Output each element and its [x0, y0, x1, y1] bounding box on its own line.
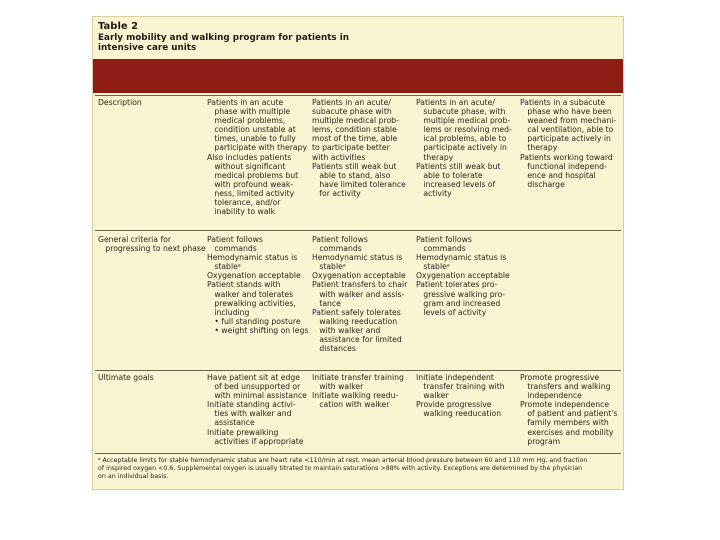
cell-line: have limited tolerance: [312, 179, 406, 189]
cell-line: gram and increased: [416, 298, 501, 308]
row-label-criteria: [98, 235, 206, 253]
cell-line: therapy: [416, 152, 454, 162]
table-cell: [520, 98, 620, 189]
cell-line: weaned from mechani-: [520, 116, 617, 126]
table-cell: [312, 373, 412, 409]
cell-line: commands: [207, 244, 257, 254]
cell-line: phase who have been: [520, 107, 612, 117]
cell-line: progressing to next phase: [98, 244, 206, 254]
footnote-line: ᵃ Acceptable limits for stable hemodynamic status are heart rate <110/min at rest, mean arterial blood pressure between 60 and 110 mm Hg, and fraction: [98, 457, 588, 464]
cell-line: • weight shifting on legs: [207, 325, 309, 335]
cell-line: subacute phase, with: [416, 107, 506, 117]
table-cell: [207, 235, 307, 335]
cell-line: walker: [416, 391, 449, 401]
cell-line: Patient stands with: [207, 280, 281, 290]
cell-line: condition unstable at: [207, 125, 296, 135]
cell-line: participate actively in: [520, 134, 611, 144]
cell-line: prewalking activities,: [207, 298, 296, 308]
cell-line: Patients in an acute: [207, 98, 284, 107]
cell-line: Promote independence: [520, 400, 610, 410]
cell-line: activities if appropriate: [207, 436, 304, 446]
cell-line: inability to walk: [207, 207, 276, 217]
cell-line: most of the time, able: [312, 134, 398, 144]
cell-line: Hemodynamic status is: [312, 253, 403, 263]
cell-line: cal ventilation, able to: [520, 125, 614, 135]
cell-line: lems, condition stable: [312, 125, 397, 135]
cell-line: stableᵃ: [416, 262, 450, 272]
cell-line: of bed unsupported or: [207, 382, 301, 392]
cell-line: Patient transfers to chair: [312, 280, 408, 290]
cell-line: transfer training with: [416, 382, 505, 392]
table-cell: [312, 235, 412, 353]
cell-line: without significant: [207, 161, 286, 171]
cell-line: Ultimate goals: [98, 373, 154, 382]
cell-line: Patient follows: [312, 235, 368, 244]
cell-line: with profound weak-: [207, 179, 294, 189]
cell-line: Hemodynamic status is: [207, 253, 298, 263]
cell-line: tolerance, and/or: [207, 198, 281, 208]
cell-line: Oxygenation acceptable: [207, 271, 301, 281]
cell-line: phase with multiple: [207, 107, 291, 117]
cell-line: • full standing posture: [207, 316, 301, 326]
cell-line: with walker and assis-: [312, 289, 405, 299]
cell-line: independence: [520, 391, 582, 401]
cell-line: lems or resolving med-: [416, 125, 512, 135]
cell-line: Patient tolerates pro-: [416, 280, 498, 290]
cell-line: cation with walker: [312, 400, 390, 410]
cell-line: walking reeducation: [416, 409, 502, 419]
cell-line: Oxygenation acceptable: [312, 271, 406, 281]
cell-line: Patients still weak but: [312, 161, 397, 171]
cell-line: to participate better: [312, 143, 390, 153]
table-cell: [416, 373, 516, 418]
cell-line: able to stand, also: [312, 170, 391, 180]
cell-line: Initiate independent: [416, 373, 494, 382]
cell-line: Initiate standing activi-: [207, 400, 296, 410]
cell-line: walker and tolerates: [207, 289, 294, 299]
cell-line: Provide progressive: [416, 400, 492, 410]
cell-line: assistance: [207, 418, 255, 428]
cell-line: transfers and walking: [520, 382, 611, 392]
footnote-line: of inspired oxygen <0.6. Supplemental oxygen is usually titrated to maintain saturations >88% with activity. Exceptions are determined by the physician: [98, 465, 583, 473]
cell-line: multiple medical prob-: [312, 116, 399, 126]
cell-line: Patient follows: [416, 235, 472, 244]
cell-line: Also includes patients: [207, 152, 292, 162]
cell-line: Have patient sit at edge: [207, 373, 301, 382]
cell-line: distances: [312, 344, 356, 354]
cell-line: Initiate transfer training: [312, 373, 404, 382]
row-divider: [95, 453, 621, 454]
cell-line: ness, limited activity: [207, 188, 295, 198]
row-label-description: [98, 98, 206, 107]
cell-line: exercises and mobility: [520, 427, 614, 437]
table-cell: [520, 373, 620, 446]
table-cell: [312, 98, 412, 198]
cell-line: subacute phase with: [312, 107, 392, 117]
row-divider: [95, 95, 621, 96]
cell-line: Initiate prewalking: [207, 427, 279, 437]
cell-line: ence and hospital: [520, 170, 596, 180]
cell-line: activity: [416, 188, 452, 198]
cell-line: Patient follows: [207, 235, 263, 244]
row-divider: [95, 230, 621, 231]
cell-line: functional independ-: [520, 161, 607, 171]
table-title-line: Early mobility and walking program for patients in: [98, 33, 349, 43]
cell-line: multiple medical prob-: [416, 116, 511, 126]
cell-line: Patients in a subacute: [520, 98, 606, 107]
cell-line: with activities: [312, 152, 366, 162]
cell-line: medical problems,: [207, 116, 286, 126]
cell-line: Promote progressive: [520, 373, 600, 382]
cell-line: Patients working toward: [520, 152, 613, 162]
cell-line: for activity: [312, 188, 361, 198]
table-panel: [92, 16, 624, 490]
cell-line: including: [207, 307, 250, 317]
table-cell: [416, 98, 516, 198]
table-cell: [207, 373, 307, 446]
cell-line: commands: [312, 244, 362, 254]
cell-line: times, unable to fully: [207, 134, 296, 144]
cell-line: Oxygenation acceptable: [416, 271, 510, 281]
footnote-line: on an individual basis.: [98, 473, 169, 481]
cell-line: Patient safely tolerates: [312, 307, 401, 317]
cell-line: Patients in an acute/: [416, 98, 495, 107]
row-label-goals: [98, 373, 206, 382]
cell-line: medical problems but: [207, 170, 299, 180]
table-footnote: [98, 457, 620, 482]
cell-line: Patients in an acute/: [312, 98, 391, 107]
cell-line: commands: [416, 244, 466, 254]
cell-line: Description: [98, 98, 142, 107]
cell-line: stableᵃ: [312, 262, 346, 272]
cell-line: ical problems, able to: [416, 134, 507, 144]
cell-line: stableᵃ: [207, 262, 241, 272]
table-title-line: intensive care units: [98, 43, 197, 53]
table-cell: [416, 235, 516, 317]
table-cell: [207, 98, 307, 216]
cell-line: Hemodynamic status is: [416, 253, 507, 263]
cell-line: program: [520, 436, 561, 446]
table-title: [98, 33, 438, 53]
cell-line: tance: [312, 298, 341, 308]
cell-line: walking reeducation: [312, 316, 398, 326]
cell-line: participate with therapy: [207, 143, 308, 153]
cell-line: levels of activity: [416, 307, 487, 317]
cell-line: General criteria for: [98, 235, 172, 244]
table-number: Table 2: [98, 21, 139, 32]
cell-line: increased levels of: [416, 179, 496, 189]
cell-line: Patients still weak but: [416, 161, 501, 171]
cell-line: able to tolerate: [416, 170, 483, 180]
header-banner: [93, 59, 623, 93]
cell-line: therapy: [520, 143, 558, 153]
cell-line: assistance for limited: [312, 335, 402, 345]
row-divider: [95, 370, 621, 371]
cell-line: with minimal assistance: [207, 391, 307, 401]
cell-line: discharge: [520, 179, 565, 189]
cell-line: ties with walker and: [207, 409, 292, 419]
cell-line: of patient and patient's: [520, 409, 618, 419]
cell-line: with walker: [312, 382, 364, 392]
cell-line: with walker and: [312, 325, 381, 335]
cell-line: gressive walking pro-: [416, 289, 506, 299]
cell-line: Initiate walking reedu-: [312, 391, 399, 401]
cell-line: family members with: [520, 418, 609, 428]
cell-line: participate actively in: [416, 143, 507, 153]
